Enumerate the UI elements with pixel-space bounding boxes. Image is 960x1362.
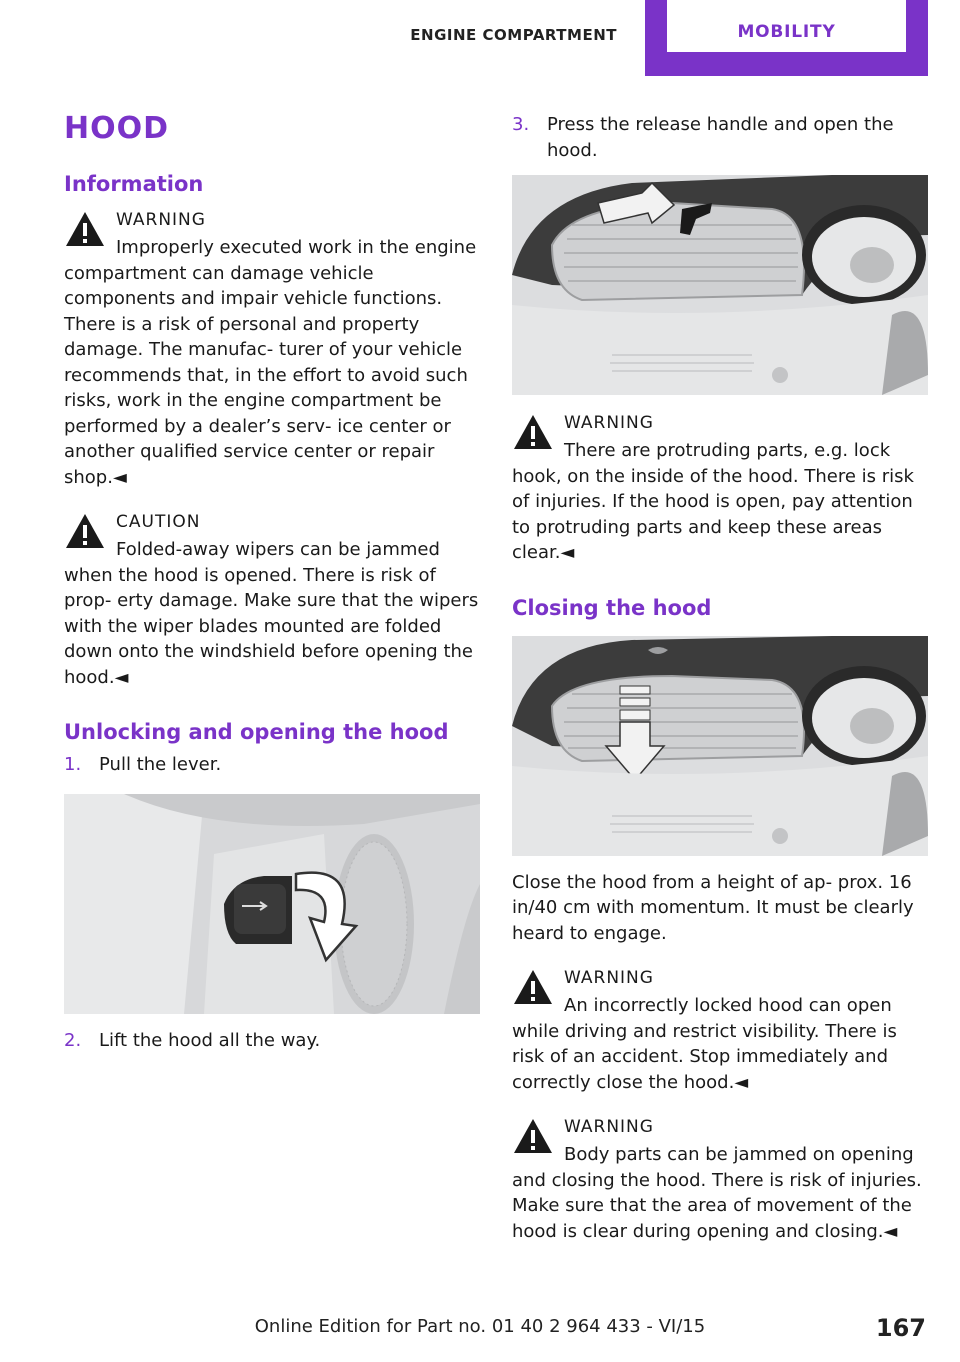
warning-notice [64,208,480,490]
step-2 [64,1028,480,1054]
unlocking-heading: Unlocking and opening the hood [64,720,449,744]
step-text: Lift the hood all the way. [99,1029,321,1051]
step-text: Press the release handle and open the hood. [547,114,894,161]
step-3 [512,112,928,163]
warning-triangle-icon [512,1117,554,1155]
warning-keyword: WARNING [564,413,654,433]
close-hood-illustration [512,636,928,856]
warning-triangle-icon [64,512,106,550]
warning-notice [512,966,928,1095]
warning-first-line: There are protruding parts, e.g. lock [564,440,891,461]
hood-closing-image [512,636,928,856]
hood-release-handle-image [512,175,928,395]
closing-text: Close the hood from a height of ap‐ prox. 16 in/40 cm with momentum. It must be clearly heard to engage. [512,871,914,944]
warning-first-line: Improperly executed work in the engine [116,237,477,258]
hood-release-lever-image [64,794,480,1014]
lever-illustration [64,794,480,1014]
warning-triangle-icon [64,210,106,248]
page-number: 167 [875,1314,926,1342]
warning-notice [512,1115,928,1244]
right-column [512,112,928,1244]
warning-first-line: Body parts can be jammed on opening [564,1144,914,1165]
header-section-title: ENGINE COMPARTMENT [410,26,617,44]
warning-triangle-icon [512,968,554,1006]
header-chapter-tab [645,0,928,76]
warning-body: compartment can damage vehicle components and impair vehicle functions. There is a risk of personal and property damage. The manufac‐ turer of your vehicle recommends that, in the effort to avoid such risks, work in the engine compartment be performed by a dealer’s serv‐ ice center or another qualified service center or repair shop.◄ [64,262,468,488]
warning-body: while driving and restrict visibility. There is risk of an accident. Stop immediately and correctly close the hood.◄ [512,1020,897,1093]
warning-body: and closing the hood. There is risk of injuries. Make sure that the area of movement of the hood is clear during opening and closing.◄ [512,1169,922,1242]
step-number: 2. [64,1029,82,1051]
header-chapter-title: MOBILITY [737,22,836,42]
step-number: 3. [512,114,530,135]
warning-keyword: WARNING [564,968,654,988]
header-section [380,0,635,76]
open-hood-illustration [512,175,928,395]
warning-keyword: WARNING [116,210,206,230]
warning-body: hook, on the inside of the hood. There is risk of injuries. If the hood is open, pay attention to protruding parts and keep these areas clear.◄ [512,465,914,563]
footer-edition: Online Edition for Part no. 01 40 2 964 433 - VI/15 [254,1316,706,1337]
warning-notice [512,411,928,566]
step-number: 1. [64,754,82,775]
caution-keyword: CAUTION [116,512,201,532]
step-1 [64,752,480,778]
caution-body: when the hood is opened. There is risk of prop‐ erty damage. Make sure that the wipers with the wiper blades mounted are folded down onto the windshield before opening the hood.◄ [64,564,479,688]
warning-keyword: WARNING [564,1117,654,1137]
left-column [64,108,480,1053]
information-heading: Information [64,172,204,196]
closing-heading: Closing the hood [512,595,712,620]
caution-first-line: Folded-away wipers can be jammed [116,539,440,560]
warning-first-line: An incorrectly locked hood can open [564,995,892,1016]
warning-triangle-icon [512,413,554,451]
caution-notice [64,510,480,690]
page-title: HOOD [64,111,170,146]
step-text: Pull the lever. [99,754,222,775]
